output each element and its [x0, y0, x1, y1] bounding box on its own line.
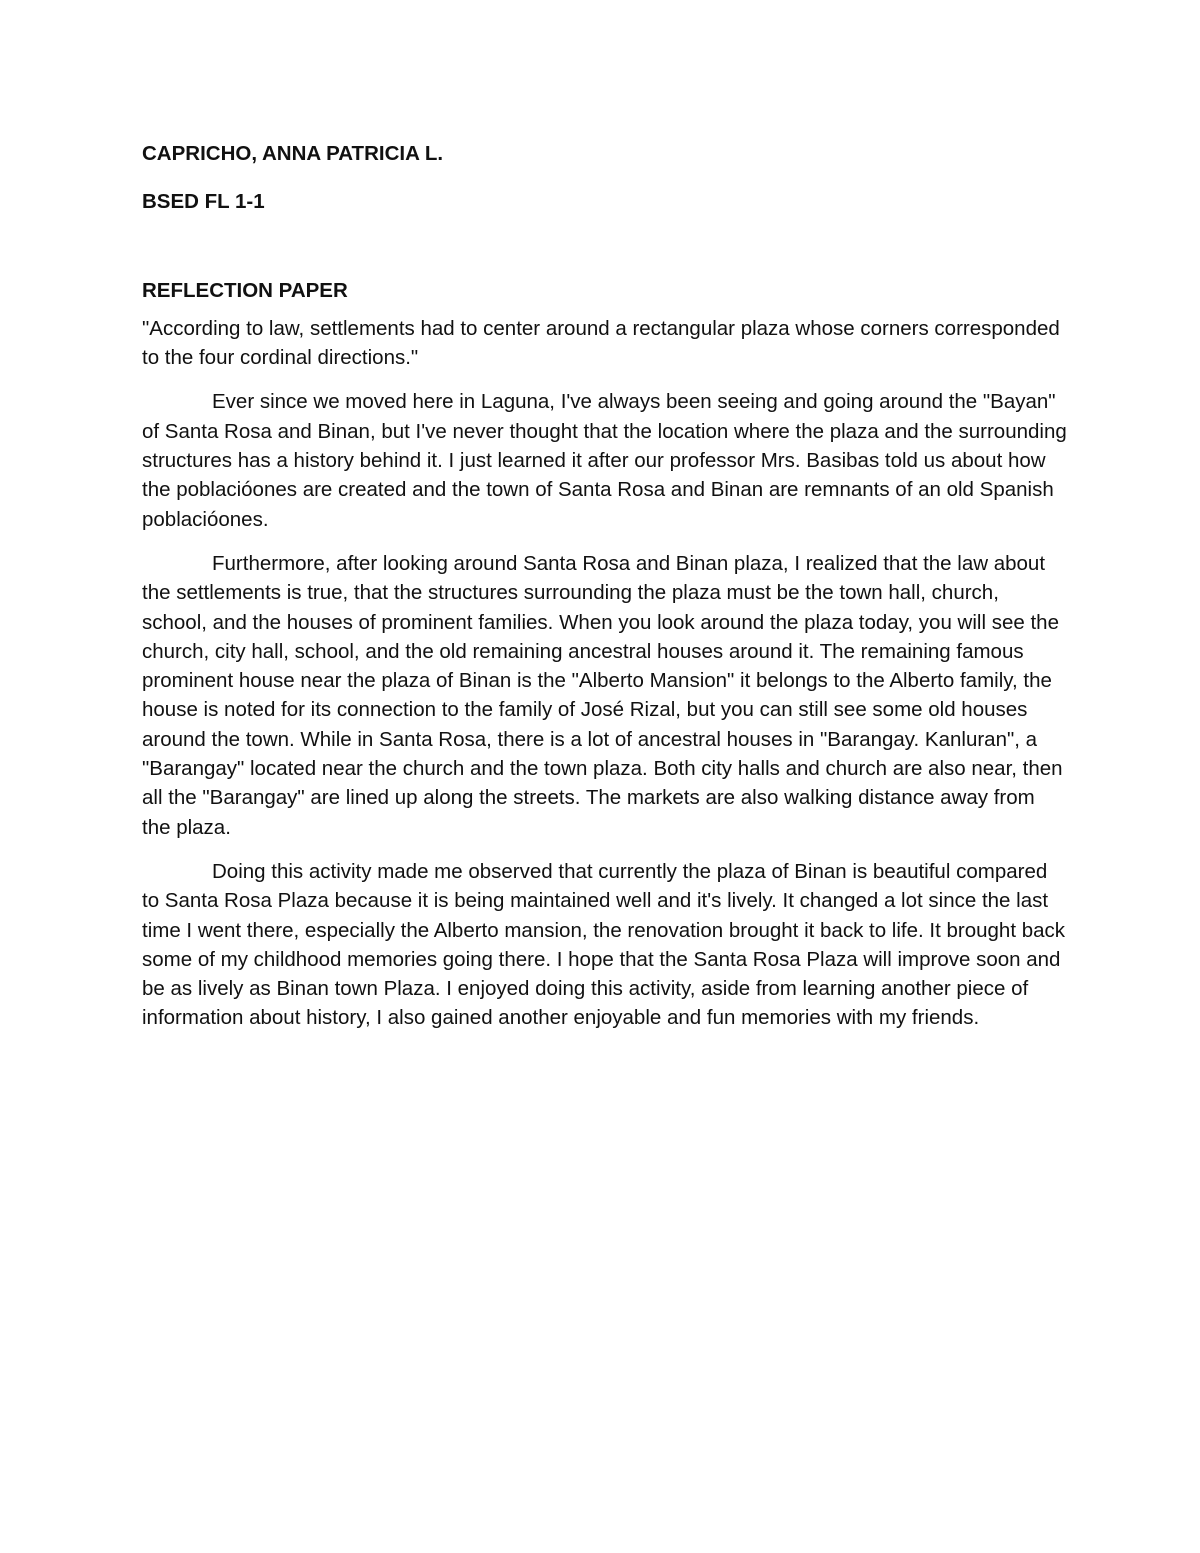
body-paragraph-3: Doing this activity made me observed that currently the plaza of Binan is beautiful compared to Santa Rosa Plaza because it is being maintained well and it's lively. It changed a lot since the last time I went there, especially the Alberto mansion, the renovation brought it back to life. It brought back some of my childhood memories going there. I hope that the Santa Rosa Plaza will improve soon and be as lively as Binan town Plaza. I enjoyed doing this activity, aside from learning another piece of information about history, I also gained another enjoyable and fun memories with my friends.	[142, 859, 1066, 1030]
paper-title: REFLECTION PAPER	[142, 278, 348, 302]
section-code: BSED FL 1-1	[142, 190, 265, 214]
opening-quote: "According to law, settlements had to center around a rectangular plaza whose corners corresponded to the four cordinal directions."	[142, 316, 1060, 370]
body-paragraph-1: Ever since we moved here in Laguna, I've always been seeing and going around the "Bayan" of Santa Rosa and Binan, but I've never thought that the location where the plaza and the surrounding structures has a history behind it. I just learned it after our professor Mrs. Basibas told us about how the poblacióones are created and the town of Santa Rosa and Binan are remnants of an old Spanish poblacióones.	[142, 390, 1067, 531]
student-name: CAPRICHO, ANNA PATRICIA L.	[142, 142, 444, 165]
document-content	[142, 139, 1067, 1048]
body-paragraph-2: Furthermore, after looking around Santa Rosa and Binan plaza, I realized that the law about the settlements is true, that the structures surrounding the plaza must be the town hall, church, school, and the houses of prominent families. When you look around the plaza today, you will see the church, city hall, school, and the old remaining ancestral houses around it. The remaining famous prominent house near the plaza of Binan is the "Alberto Mansion" it belongs to the Alberto family, the house is noted for its connection to the family of José Rizal, but you can still see some old houses around the town. While in Santa Rosa, there is a lot of ancestral houses in "Barangay. Kanluran", a "Barangay" located near the church and the town plaza. Both city halls and church are also near, then all the "Barangay" are lined up along the streets. The markets are also walking distance away from the plaza.	[142, 551, 1063, 839]
